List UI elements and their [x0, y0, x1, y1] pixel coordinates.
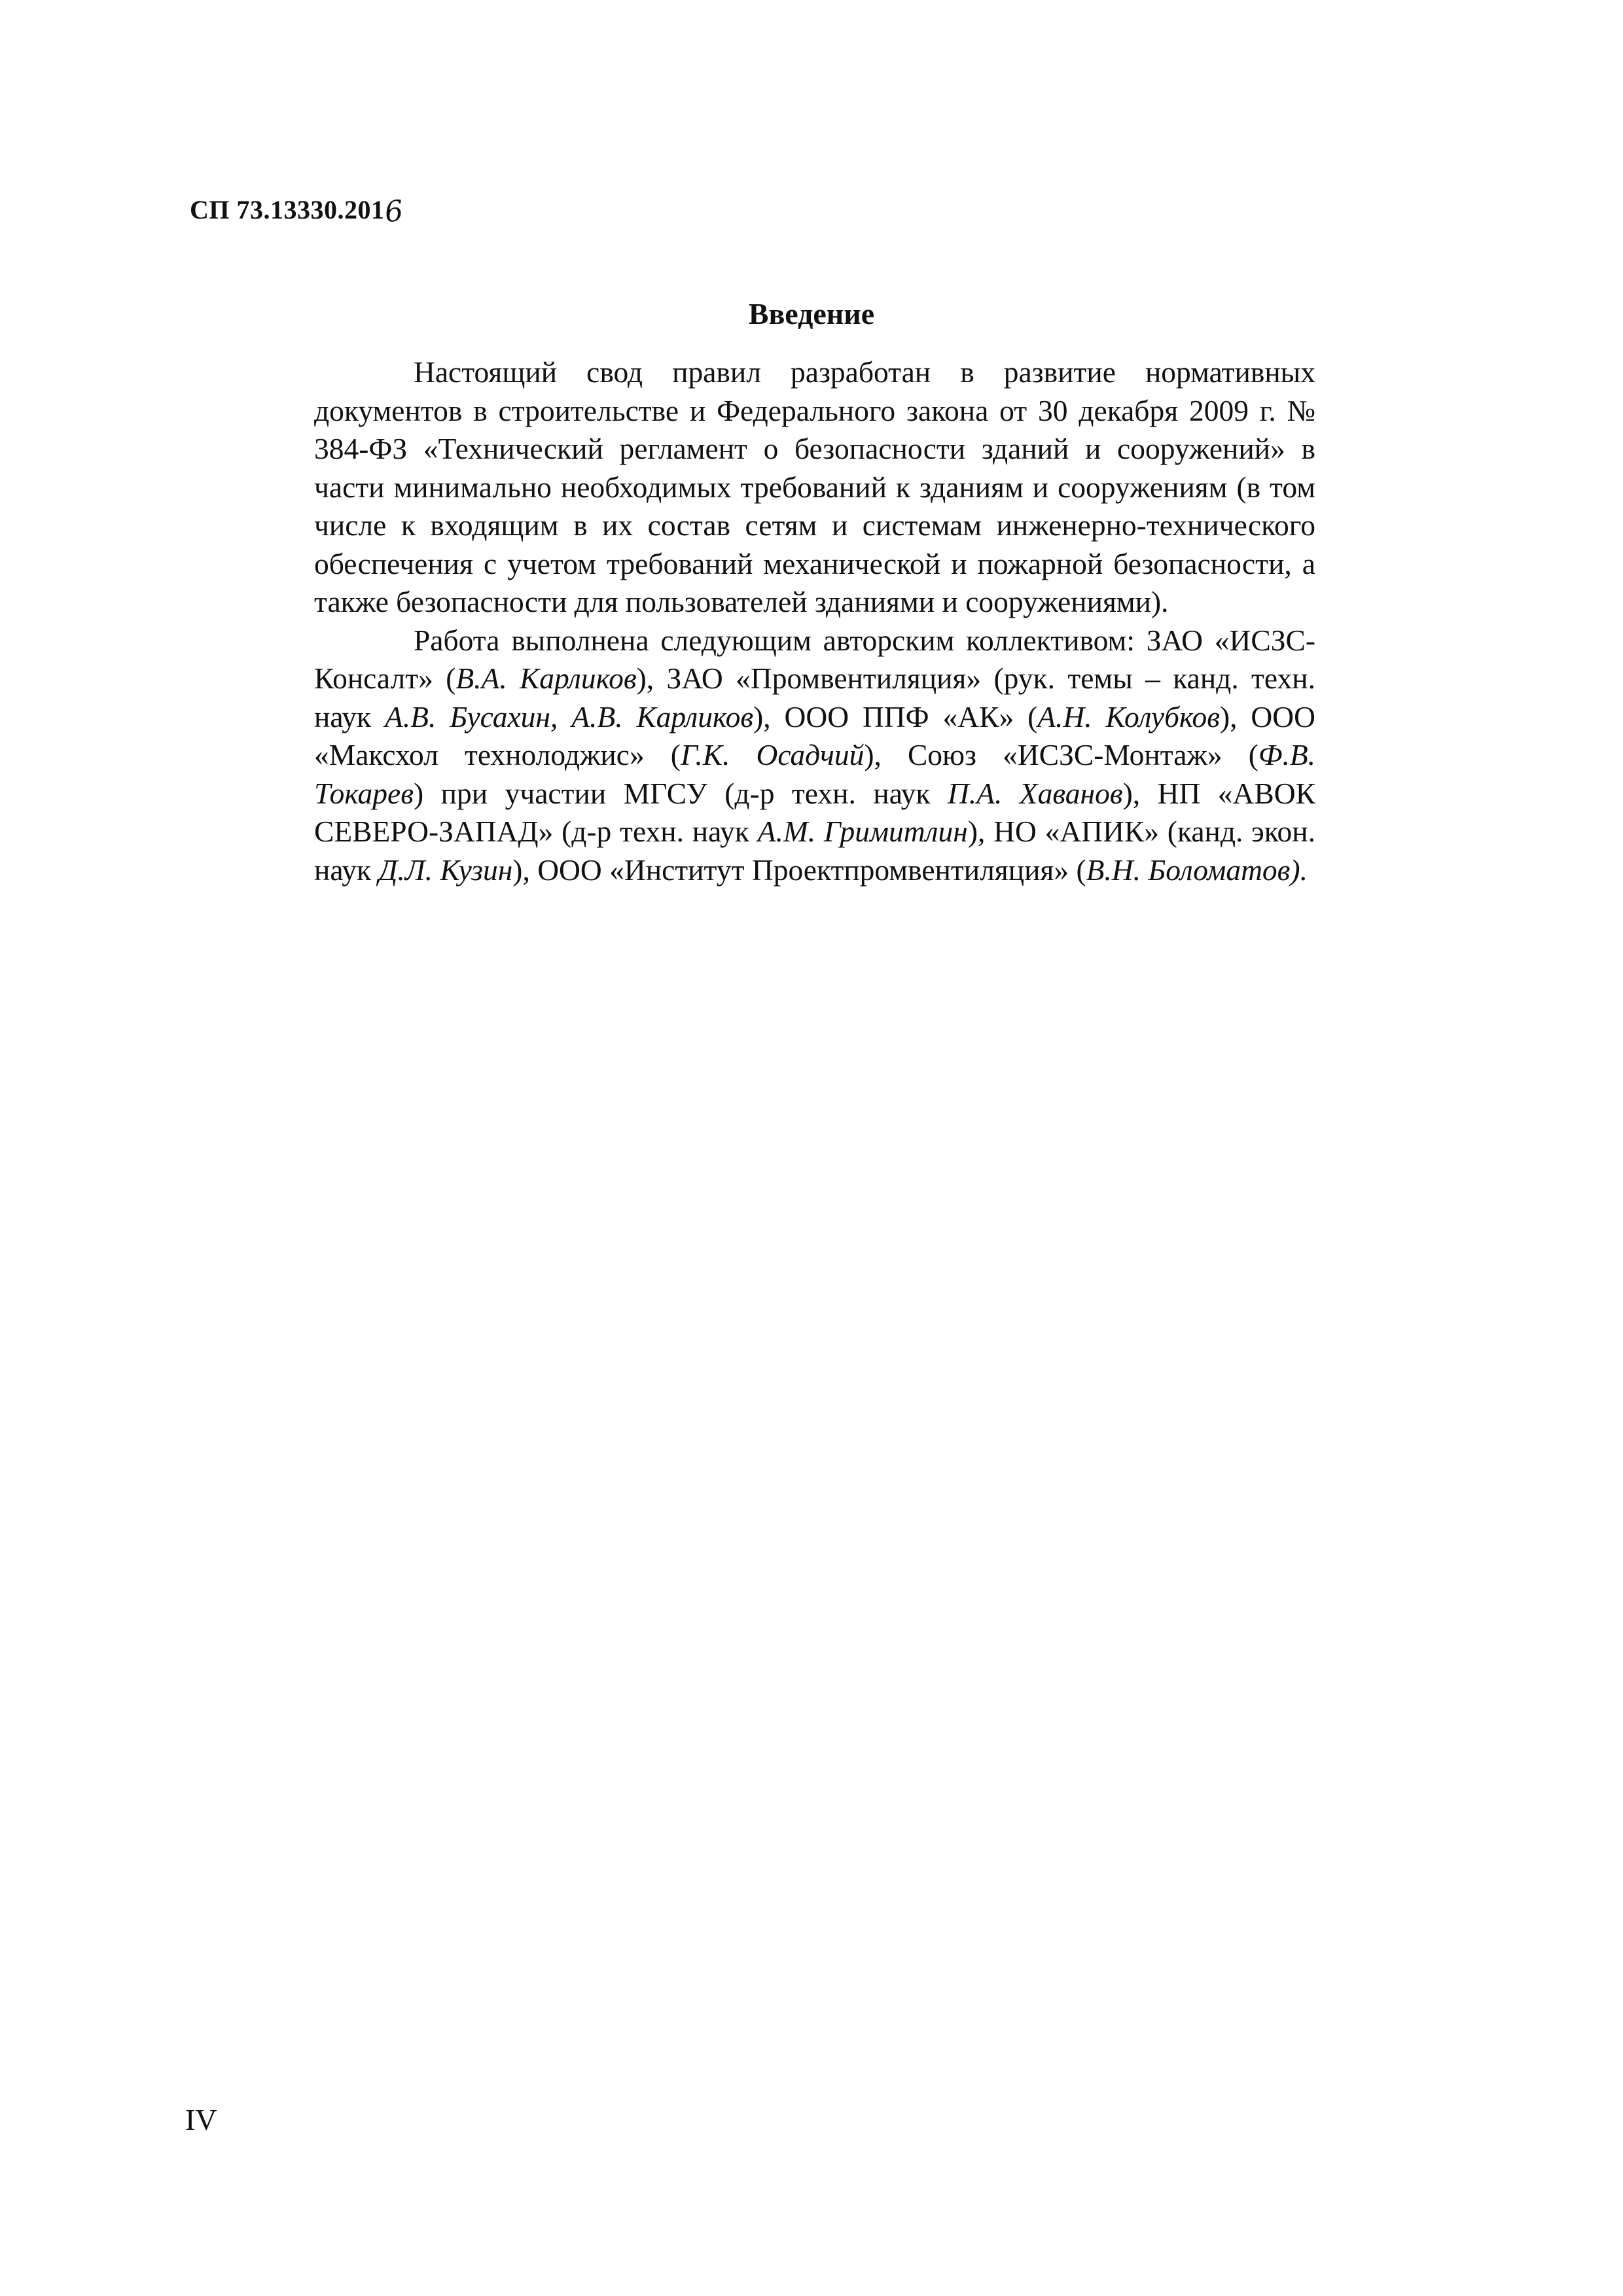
document-code-header [190, 190, 403, 230]
author-name: Г.К. Осадчий [680, 738, 865, 771]
author-name: А.М. Гримитлин [757, 815, 968, 848]
author-name: П.А. Хаванов [947, 776, 1123, 810]
page-number: IV [185, 2103, 217, 2136]
authors-text: Работа выполнена следующим авторским коллективом: ЗАО «ИСЗС-Консалт» ( [314, 623, 1315, 695]
authors-text: ), НП «АВОК СЕВЕРО-ЗАПАД» (д-р техн. наук [314, 776, 1315, 848]
authors-text: ), НО «АПИК» (канд. экон. наук [314, 815, 1316, 887]
author-name: Д.Л. Кузин [378, 853, 513, 887]
authors-text: ), ООО «Максхол технолоджис» ( [314, 699, 1316, 771]
authors-paragraph [314, 622, 1315, 890]
intro-paragraph: Настоящий свод правил разработан в развитие нормативных документов в строительстве и Федерального закона от 30 декабря 2009 г. № 384-ФЗ «Технический регламент о безопасности зданий и сооружений» в части минимально необходимых требований к зданиям и сооружениям (в том числе к входящим в их состав сетям и системам инженерно-технического обеспечения с учетом требований механической и пожарной безопасности, а также безопасности для пользователей зданиями и сооружениями). [314, 355, 1315, 618]
author-name: В.А. Карликов [455, 662, 637, 695]
authors-text: ), ЗАО «Промвентиляция» (рук. темы – канд. техн. наук [314, 662, 1315, 733]
authors-text: ), ООО «Институт Проектпромвентиляция» ( [512, 853, 1086, 887]
handwritten-year-correction: 6 [382, 194, 405, 230]
authors-text: ) при участии МГСУ (д-р техн. наук [414, 776, 948, 810]
author-name: В.Н. Боломатов). [1086, 853, 1308, 887]
author-name: А.В. Бусахин, А.В. Карликов [384, 699, 754, 733]
authors-text: ), Союз «ИСЗС-Монтаж» ( [864, 738, 1258, 771]
author-name: Ф.В. Токарев [314, 738, 1315, 810]
document-code-printed: СП 73.13330.201 [190, 195, 385, 224]
authors-text: ), ООО ППФ «АК» ( [753, 699, 1038, 733]
section-body [314, 353, 1315, 889]
author-name: А.Н. Колубков [1037, 699, 1221, 733]
section-title: Введение [748, 297, 875, 330]
